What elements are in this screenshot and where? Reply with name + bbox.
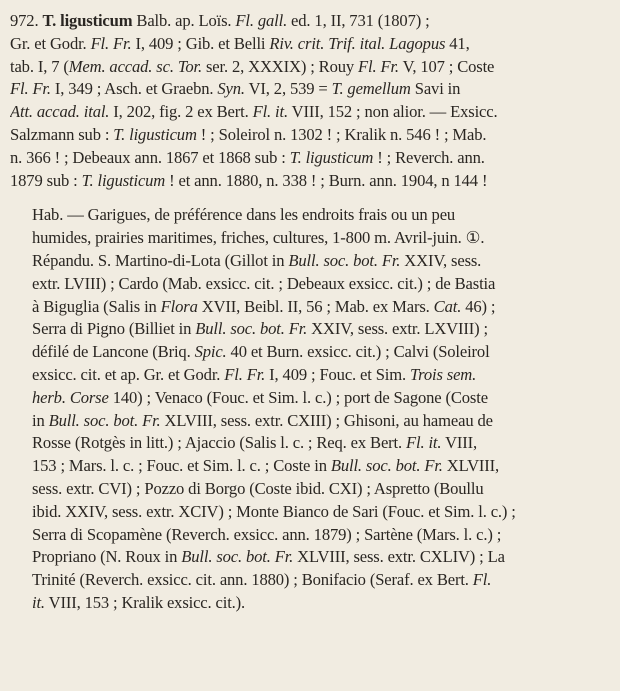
entry-line-6: Salzmann sub : T. ligusticum ! ; Soleirol n. 1302 ! ; Kralik n. 546 ! ; Mab. [10,124,487,144]
habitat-line: Serra di Scopamène (Reverch. exsicc. ann. 1879) ; Sartène (Mars. l. c.) ; [32,524,502,544]
habitat-line: humides, prairies maritimes, friches, cultures, 1-800 m. Avril-juin. ①. [32,228,485,248]
habitat-line: extr. LVIII) ; Cardo (Mab. exsicc. cit. ; Debeaux exsicc. cit.) ; de Bastia [32,273,496,293]
entry-line-1: Balb. ap. Loïs. Fl. gall. ed. 1, II, 731 (1807) ; [136,11,430,30]
habitat-line: Propriano (N. Roux in Bull. soc. bot. Fr. XLVIII, sess. extr. CXLIV) ; La [32,547,505,567]
entry-paragraph [10,10,612,192]
entry-line-7: n. 366 ! ; Debeaux ann. 1867 et 1868 sub : T. ligusticum ! ; Reverch. ann. [10,147,485,167]
entry-line-8: 1879 sub : T. ligusticum ! et ann. 1880, n. 338 ! ; Burn. ann. 1904, n 144 ! [10,170,488,190]
taxon-name: T. ligusticum [42,11,133,30]
habitat-line: Hab. — Garigues, de préférence dans les endroits frais ou un peu [32,205,456,225]
habitat-line: it. VIII, 153 ; Kralik exsicc. cit.). [32,592,246,612]
habitat-line: ibid. XXIV, sess. extr. XCIV) ; Monte Bianco de Sari (Fouc. et Sim. l. c.) ; [32,501,516,521]
habitat-line: Répandu. S. Martino-di-Lota (Gillot in Bull. soc. bot. Fr. XXIV, sess. [32,250,482,270]
entry-line-4: Fl. Fr. I, 349 ; Asch. et Graebn. Syn. VI, 2, 539 = T. gemellum Savi in [10,79,461,99]
entry-line-3: tab. I, 7 (Mem. accad. sc. Tor. ser. 2, XXXIX) ; Rouy Fl. Fr. V, 107 ; Coste [10,56,495,76]
habitat-line: in Bull. soc. bot. Fr. XLVIII, sess. extr. CXIII) ; Ghisoni, au hameau de [32,410,493,430]
entry-line-5: Att. accad. ital. I, 202, fig. 2 ex Bert. Fl. it. VIII, 152 ; non alior. — Exsicc. [10,102,498,122]
habitat-line: Serra di Pigno (Billiet in Bull. soc. bot. Fr. XXIV, sess. extr. LXVIII) ; [32,319,488,339]
habitat-line: sess. extr. CVI) ; Pozzo di Borgo (Coste ibid. CXI) ; Aspretto (Boullu [32,478,484,498]
entry-number: 972. [10,11,39,30]
habitat-line: Rosse (Rotgès in litt.) ; Ajaccio (Salis l. c. ; Req. ex Bert. Fl. it. VIII, [32,433,478,453]
habitat-line: défilé de Lancone (Briq. Spic. 40 et Burn. exsicc. cit.) ; Calvi (Soleirol [32,342,490,362]
entry-first-line [10,10,612,33]
entry-line-2: Gr. et Godr. Fl. Fr. I, 409 ; Gib. et Belli Riv. crit. Trif. ital. Lagopus 41, [10,33,470,53]
habitat-line: herb. Corse 140) ; Venaco (Fouc. et Sim. l. c.) ; port de Sagone (Coste [32,387,488,407]
habitat-line: à Biguglia (Salis in Flora XVII, Beibl. II, 56 ; Mab. ex Mars. Cat. 46) ; [32,296,496,316]
habitat-line: 153 ; Mars. l. c. ; Fouc. et Sim. l. c. ; Coste in Bull. soc. bot. Fr. XLVIII, [32,456,500,476]
habitat-line: Trinité (Reverch. exsicc. cit. ann. 1880) ; Bonifacio (Seraf. ex Bert. Fl. [32,570,492,590]
habitat-paragraph [10,192,612,614]
habitat-line: exsicc. cit. et ap. Gr. et Godr. Fl. Fr. I, 409 ; Fouc. et Sim. Trois sem. [32,364,477,384]
